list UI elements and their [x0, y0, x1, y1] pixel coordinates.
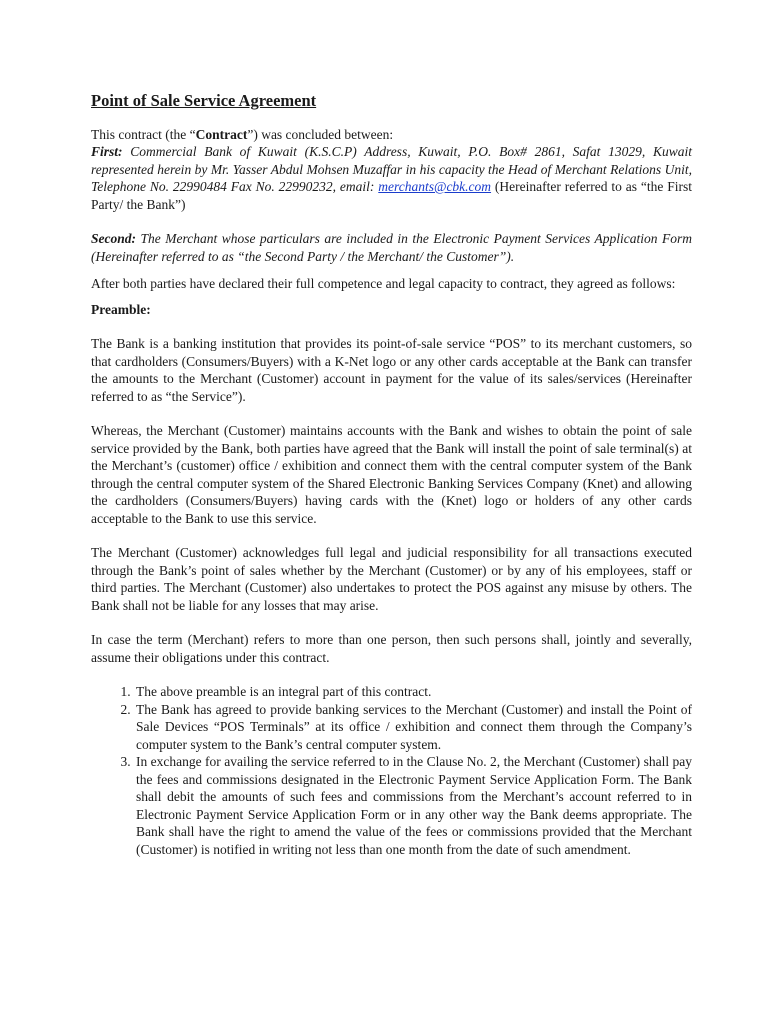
first-party-paragraph [91, 143, 692, 213]
email-link[interactable]: merchants@cbk.com [378, 179, 492, 194]
intro-after: ”) was concluded between: [247, 126, 394, 142]
first-party-text: Commercial Bank of Kuwait (K.S.C.P) Address, Kuwait, P.O. Box# 2861, Safat 13029, Kuwait represented herein by Mr. Yasser Abdul Mohsen Muzaffar in his capacity the Head of Merchant Relations Unit, Telephone No. 22990484 Fax No. 22990232, email: [91, 144, 692, 194]
preamble-paragraph: The Bank is a banking institution that provides its point-of-sale service “POS” to its merchant customers, so that cardholders (Consumers/Buyers) with a K-Net logo or any other cards acceptable at the Bank can transfer the amounts to the Merchant (Customer) account in payment for the value of its sales/services (Hereinafter referred to as “the Service”). [91, 336, 692, 404]
clause-item: 3. In exchange for availing the service referred to in the Clause No. 2, the Merchant (Customer) shall pay the fees and commissions designated in the Electronic Payment Service Application Form. The Bank shall debit the amounts of such fees and commissions from the Merchant’s account referred to in Electronic Payment Service Application Form or in any other way the Bank deems appropriate. The Bank shall have the right to amend the value of the fees or commissions provided that the Merchant (Customer) is notified in writing not less than one month from the date of such amendment. [134, 753, 692, 858]
second-party-paragraph [91, 230, 692, 265]
document-title: Point of Sale Service Agreement [91, 91, 317, 110]
first-party-lead: First: [91, 144, 123, 159]
preamble-paragraph: In case the term (Merchant) refers to more than one person, then such persons shall, jointly and severally, assume their obligations under this contract. [91, 632, 692, 665]
preamble-paragraph: The Merchant (Customer) acknowledges full legal and judicial responsibility for all transactions executed through the Bank’s point of sales whether by the Merchant (Customer) or by any of his employees, staff or third parties. The Merchant (Customer) also undertakes to protect the POS against any misuse by others. The Bank shall not be liable for any losses that may arise. [91, 545, 692, 613]
clauses-list [91, 683, 692, 858]
capacity-paragraph: After both parties have declared their full competence and legal capacity to contract, they agreed as follows: [91, 276, 676, 291]
clause-item: 1. The above preamble is an integral part of this contract. [134, 683, 692, 701]
intro-contract-term: Contract [195, 126, 248, 142]
first-party-tail: (Hereinafter referred to as “the First Party/ the Bank”) [91, 179, 692, 212]
intro-line [91, 126, 692, 144]
second-party-lead: Second: [91, 231, 136, 246]
second-party-text: The Merchant whose particulars are included in the Electronic Payment Services Application Form (Hereinafter referred to as “the Second Party / the Merchant/ the Customer”). [91, 231, 692, 264]
preamble-paragraph: Whereas, the Merchant (Customer) maintains accounts with the Bank and wishes to obtain the point of sale service provided by the Bank, both parties have agreed that the Bank will install the point of sale terminal(s) at the Merchant’s (customer) office / exhibition and connect them with the central computer system of the Bank through the central computer system of the Shared Electronic Banking Services Company (Knet) and allowing the cardholders (Consumers/Buyers) having cards with the (Knet) logo or holders of any other cards acceptable to the Bank to use this service. [91, 423, 692, 526]
intro-before: This contract (the “ [91, 126, 196, 142]
preamble-heading: Preamble: [91, 301, 151, 317]
clause-item: 2. The Bank has agreed to provide banking services to the Merchant (Customer) and install the Point of Sale Devices “POS Terminals” at its office / exhibition and connect them through the Company’s computer system to the Bank’s central computer system. [134, 701, 692, 754]
